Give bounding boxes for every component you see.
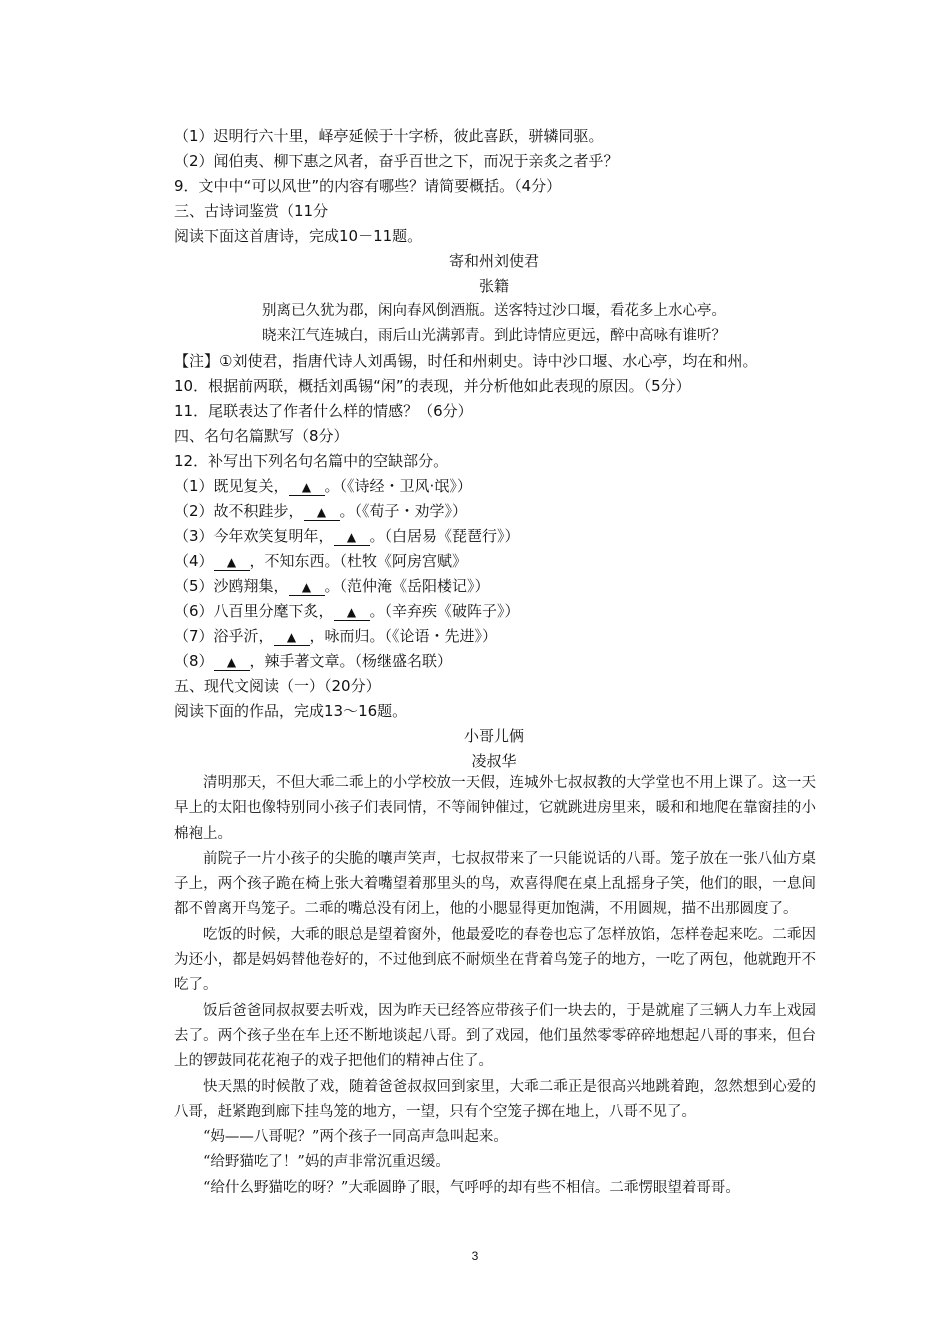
story-author: 凌叔华 — [471, 752, 517, 770]
answer-blank: ▲ — [274, 629, 310, 646]
story-paragraph: 前院子一片小孩子的尖脆的嚷声笑声，七叔叔带来了一只能说话的八哥。笼子放在一张八仙方桌子上，两个孩子跪在椅上张大着嘴望着那里头的鸟，欢喜得爬在桌上乱摇身子笑，他们的眼，一息间都不曾离开鸟笼子。二乖的嘴总没有闭上，他的小腮显得更加饱满，不用圆规，描不出那圆度了。 — [174, 850, 816, 918]
question-12: 12．补写出下列名句名篇中的空缺部分。 — [174, 452, 449, 470]
fill-prefix: （6）八百里分麾下炙， — [174, 602, 334, 620]
story-title: 小哥儿俩 — [463, 727, 524, 745]
fill-suffix: 。（《荀子・劝学》） — [339, 502, 468, 520]
answer-blank: ▲ — [304, 504, 340, 521]
fill-item — [174, 626, 814, 646]
section-heading: 四、名句名篇默写（8分） — [174, 427, 349, 445]
poem-line: 晓来江气连城白，雨后山光满郭青。到此诗情应更远，醉中高咏有谁听？ — [262, 328, 726, 344]
fill-prefix: （1）既见复关， — [174, 477, 289, 495]
fill-suffix: 。（《诗经・卫风·氓》） — [324, 477, 472, 495]
section-heading: 三、古诗词鉴赏（11分 — [174, 202, 329, 220]
fill-suffix: 。（白居易《琵琶行》） — [369, 527, 520, 545]
fill-prefix: （8） — [174, 652, 214, 670]
answer-blank: ▲ — [214, 554, 250, 571]
story-paragraph: “给野猫吃了！”妈的声非常沉重迟缓。 — [203, 1154, 450, 1171]
question-10: 10．根据前两联，概括刘禹锡“闲”的表现，并分析他如此表现的原因。（5分） — [174, 377, 691, 395]
poem-title: 寄和州刘使君 — [448, 252, 539, 270]
text-line: （2）闻伯夷、柳下惠之风者，奋乎百世之下，而况于亲炙之者乎？ — [174, 152, 619, 170]
answer-blank: ▲ — [334, 529, 370, 546]
answer-blank: ▲ — [334, 604, 370, 621]
fill-prefix: （7）浴乎沂， — [174, 627, 274, 645]
story-paragraph: “给什么野猫吃的呀？”大乖圆睁了眼，气呼呼的却有些不相信。二乖愣眼望着哥哥。 — [203, 1179, 740, 1196]
poem-author: 张籍 — [478, 277, 509, 295]
answer-blank: ▲ — [289, 579, 325, 596]
fill-prefix: （4） — [174, 552, 214, 570]
answer-blank: ▲ — [289, 479, 325, 496]
fill-item — [174, 501, 814, 521]
fill-prefix: （3）今年欢笑复明年， — [174, 527, 334, 545]
fill-prefix: （5）沙鸥翔集， — [174, 577, 289, 595]
story-paragraph: 吃饭的时候，大乖的眼总是望着窗外，他最爱吃的春卷也忘了怎样放馅，怎样卷起来吃。二乖因为还小，都是妈妈替他卷好的，不过他到底不耐烦坐在背着鸟笼子的地方，一吃了两包，他就跑开不吃了。 — [174, 926, 816, 994]
fill-item — [174, 601, 814, 621]
fill-suffix: 。（辛弃疾《破阵子》） — [369, 602, 520, 620]
page-number: 3 — [471, 1249, 479, 1263]
fill-item — [174, 551, 814, 571]
text-line: （1）迟明行六十里，峄亭延候于十字桥，彼此喜跃，骈辚同驱。 — [174, 127, 604, 145]
fill-suffix: ，不知东西。（杜牧《阿房宫赋》 — [249, 552, 468, 570]
fill-suffix: 。（范仲淹《岳阳楼记》） — [324, 577, 490, 595]
instruction: 阅读下面的作品，完成13～16题。 — [174, 702, 408, 720]
fill-suffix: ，咏而归。（《论语・先进》） — [309, 627, 498, 645]
story-paragraph: 饭后爸爸同叔叔要去听戏，因为昨天已经答应带孩子们一块去的，于是就雇了三辆人力车上戏园去了。两个孩子坐在车上还不断地谈起八哥。到了戏园，他们虽然零零碎碎地想起八哥的事来，但台上的锣鼓同花花袍子的戏子把他们的精神占住了。 — [174, 1002, 816, 1070]
story-paragraph: 清明那天，不但大乖二乖上的小学校放一天假，连城外七叔叔教的大学堂也不用上课了。这一天早上的太阳也像特别同小孩子们表同情，不等闹钟催过，它就跳进房里来，暖和和地爬在靠窗挂的小棉袍上。 — [174, 775, 816, 842]
poem-note: 【注】①刘使君，指唐代诗人刘禹锡，时任和州刺史。诗中沙口堰、水心亭，均在和州。 — [174, 352, 758, 370]
section-heading: 五、现代文阅读（一）（20分） — [174, 677, 381, 695]
fill-item — [174, 576, 814, 596]
poem-line: 别离已久犹为郡，闲向春风倒酒瓶。送客特过沙口堰，看花多上水心亭。 — [262, 303, 726, 319]
story-body — [174, 771, 816, 1201]
answer-blank: ▲ — [214, 654, 250, 671]
fill-prefix: （2）故不积跬步， — [174, 502, 304, 520]
story-paragraph: 快天黑的时候散了戏，随着爸爸叔叔回到家里，大乖二乖正是很高兴地跳着跑，忽然想到心爱的八哥，赶紧跑到廊下挂鸟笼的地方，一望，只有个空笼子掷在地上，八哥不见了。 — [174, 1078, 816, 1120]
fill-suffix: ，辣手著文章。（杨继盛名联） — [249, 652, 453, 670]
story-paragraph: “妈——八哥呢？”两个孩子一同高声急叫起来。 — [203, 1129, 508, 1146]
fill-item — [174, 651, 814, 671]
fill-item — [174, 526, 814, 546]
question-9: 9．文中中“可以风世”的内容有哪些？请简要概括。（4分） — [174, 177, 562, 195]
instruction: 阅读下面这首唐诗，完成10－11题。 — [174, 227, 423, 245]
fill-item — [174, 476, 814, 496]
question-11: 11．尾联表达了作者什么样的情感？（6分） — [174, 402, 473, 420]
